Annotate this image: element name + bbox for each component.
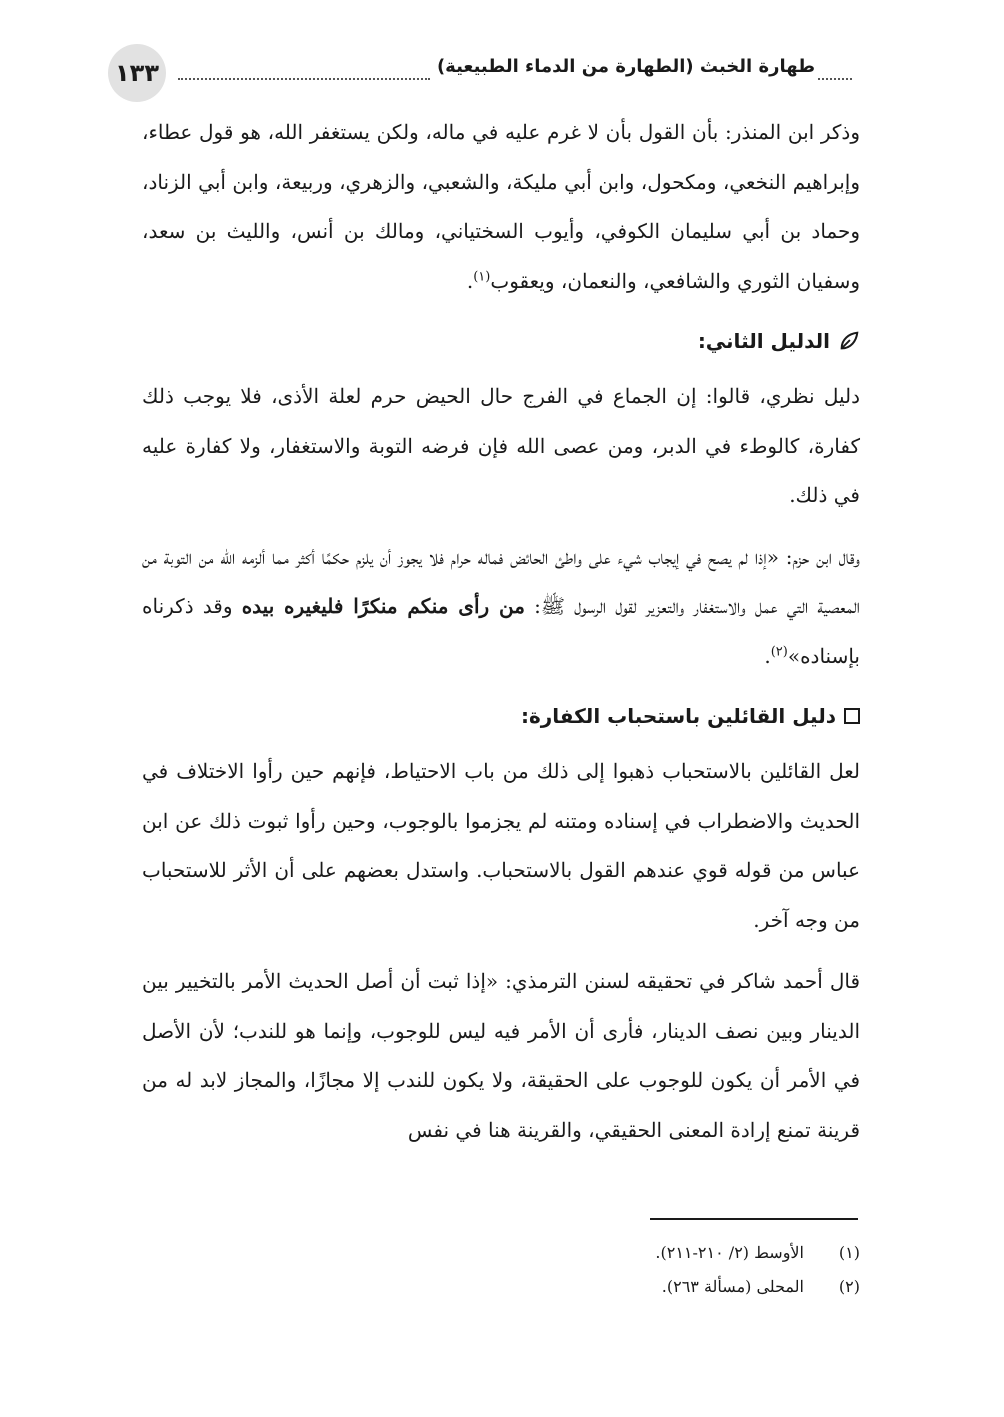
footnote-item — [142, 1270, 860, 1304]
hadith-quote: من رأى منكم منكرًا فليغيره بيده — [241, 594, 525, 618]
checkbox-square-icon — [844, 708, 860, 724]
section-heading-second-evidence — [142, 318, 860, 364]
paragraph-ibn-hazm: وقال ابن حزم: «إذا لم يصح في إيجاب شيء على واطئ الحائض فماله حرام فلا يجوز أن يلزم حكمًا أكثر مما ألزمه الله من التوبة من المعصية التي عمل والاستغفار والتعزير لقول الرسول ﷺ: من رأى منكم منكرًا فليغيره بيده وقد ذكرناه بإسناده»$^{(٢)}$. — [142, 544, 860, 668]
paragraph-ahmad-shakir: قال أحمد شاكر في تحقيقه لسنن الترمذي: «إذا ثبت أن أصل الحديث الأمر بالتخيير بين الدينار وبين نصف الدينار، فأرى أن الأمر فيه ليس للوجوب، وإنما هو للندب؛ لأن الأصل في الأمر أن يكون للوجوب على الحقيقة، ولا يكون للندب إلا مجازًا، والمجاز لابد له من قرينة تمنع إرادة المعنى الحقيقي، والقرينة هنا في نفس — [142, 969, 860, 1142]
footnote-number: (١) — [838, 1243, 860, 1262]
paragraph-precaution: لعل القائلين بالاستحباب ذهبوا إلى ذلك من باب الاحتياط، فإنهم حين رأوا الاختلاف في الحديث والاضطراب في إسناده ومتنه لم يجزموا بالوجوب، وحين رأوا ثبوت ذلك عن ابن عباس من قوله قوي عندهم القول بالاستحباب. واستدل بعضهم على أن الأثر للاستحباب من وجه آخر. — [142, 759, 860, 932]
heading-text: دليل القائلين باستحباب الكفارة: — [520, 704, 836, 728]
header-dotted-leader-right — [818, 78, 852, 80]
page-body — [142, 108, 860, 1167]
section-heading-recommendation-evidence — [142, 693, 860, 739]
header-dotted-leader — [178, 78, 430, 80]
footnote-ref-1: (١) — [473, 268, 491, 284]
footnote-number: (٢) — [838, 1277, 860, 1296]
paragraph-theoretical-evidence: دليل نظري، قالوا: إن الجماع في الفرج حال الحيض حرم لعلة الأذى، فلا يوجب ذلك كفارة، كالوطء في الدبر، ومن عصى الله فإن فرضه التوبة والاستغفار، ولا كفارة عليه في ذلك. — [142, 384, 860, 507]
footnote-text: المحلى (مسألة ٢٦٣). — [661, 1277, 804, 1296]
running-title: طهارة الخبث (الطهارة من الدماء الطبيعية) — [436, 56, 816, 77]
page-header — [108, 44, 852, 102]
footnote-item — [142, 1236, 860, 1270]
footnote-ref-2: (٢) — [770, 643, 788, 659]
footnote-divider — [650, 1218, 858, 1220]
footnotes — [142, 1236, 860, 1304]
footnote-text: الأوسط (٢/ ٢١٠-٢١١). — [655, 1243, 804, 1262]
heading-text: الدليل الثاني: — [697, 329, 830, 353]
page-number: ١٣٣ — [108, 44, 166, 102]
leaf-ornament-icon — [838, 330, 860, 352]
paragraph-ibn-al-mundhir: وذكر ابن المنذر: بأن القول بأن لا غرم عليه في ماله، ولكن يستغفر الله، هو قول عطاء، وإبراهيم النخعي، ومكحول، وابن أبي مليكة، والشعبي، والزهري، وربيعة، وابن أبي الزناد، وحماد بن أبي سليمان الكوفي، وأيوب السختياني، ومالك بن أنس، والليث بن سعد، وسفيان الثوري والشافعي، والنعمان، ويعقوب$^{(١)}$. — [142, 120, 860, 293]
